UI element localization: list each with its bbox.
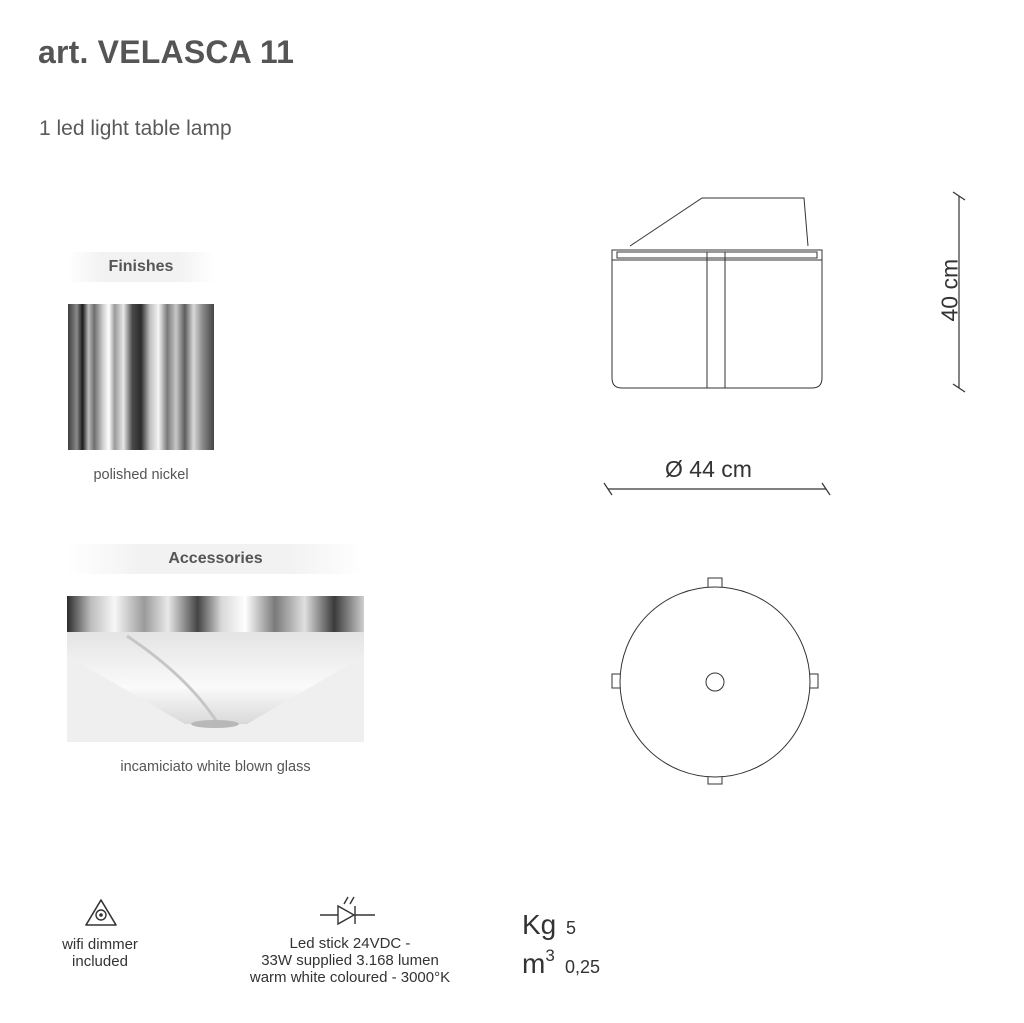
- dimmer-spec: [40, 936, 160, 970]
- volume-unit: $m^3$: [522, 946, 555, 979]
- accessories-heading: Accessories: [67, 544, 364, 574]
- led-diode-icon: [318, 895, 378, 929]
- finishes-heading: Finishes: [67, 252, 215, 282]
- wifi-dimmer-icon: [84, 898, 118, 928]
- accessory-glass-image: [67, 596, 364, 742]
- glass-shade-illustration: [67, 596, 364, 742]
- led-line-3: warm white coloured - 3000°K: [249, 969, 451, 986]
- dimmer-line-1: wifi dimmer: [62, 936, 138, 953]
- dimmer-line-2: included: [72, 953, 128, 970]
- height-dimension: 40 cm: [936, 258, 963, 322]
- accessory-label: incamiciato white blown glass: [120, 759, 311, 775]
- top-view-drawing: [600, 570, 830, 795]
- product-title: art. VELASCA 11: [38, 34, 295, 70]
- side-view-drawing: [590, 180, 990, 510]
- weight-value: 5: [566, 918, 577, 938]
- product-subtitle: 1 led light table lamp: [39, 117, 232, 140]
- finish-label: polished nickel: [93, 467, 189, 483]
- volume-value: 0,25: [565, 957, 601, 977]
- diameter-dimension: Ø 44 cm: [665, 456, 752, 482]
- finish-swatch-polished-nickel: [68, 304, 214, 450]
- weight-unit: Kg: [522, 909, 557, 940]
- led-line-2: 33W supplied 3.168 lumen: [261, 952, 439, 969]
- led-line-1: Led stick 24VDC -: [289, 935, 411, 952]
- led-spec: [230, 935, 470, 986]
